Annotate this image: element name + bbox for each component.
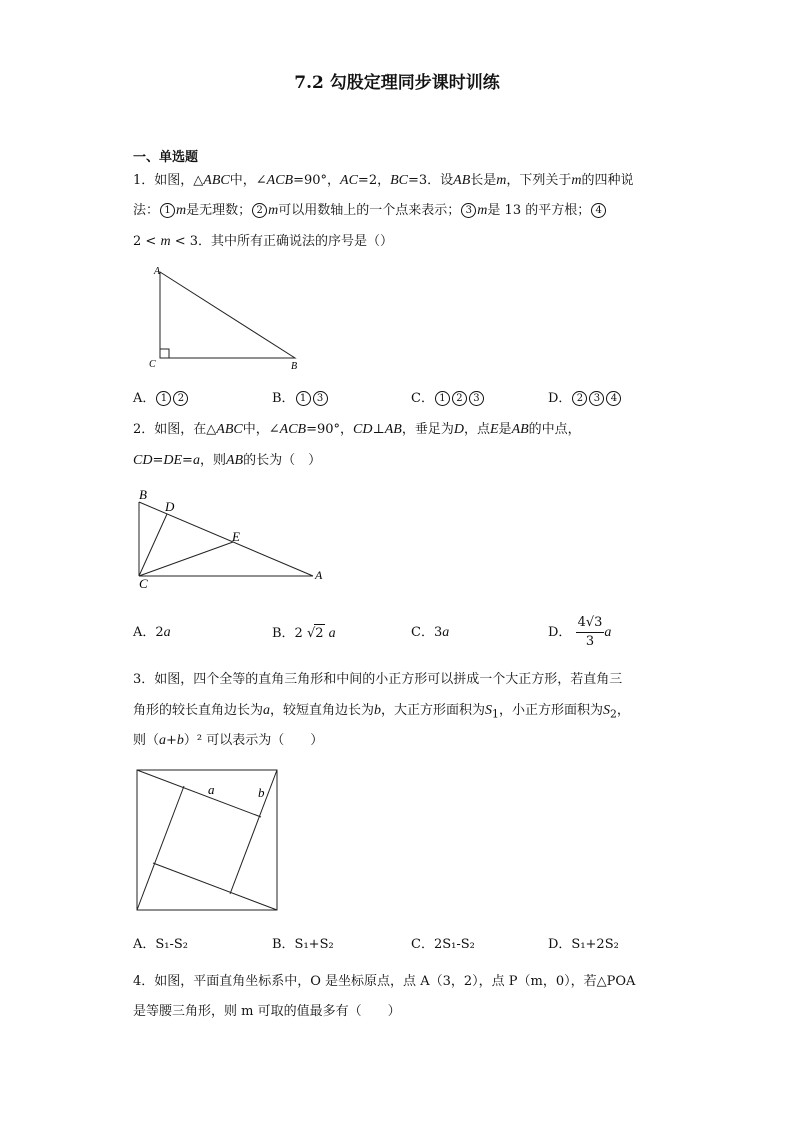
q3-line-2: 角形的较长直角边长为a，较短直角边长为b，大正方形面积为$S_1$，小正方形面积为$S_2$， (133, 703, 630, 721)
q4-line-1: 4．如图，平面直角坐标系中，O 是坐标原点，点 A（3，2），点 P（m，0），若△POA (133, 974, 636, 989)
q2-option-a[interactable]: A．2a (133, 625, 171, 640)
q1-option-c[interactable]: C． 1 2 3 (411, 390, 485, 408)
q2-line-2: CD=DE=a，则AB的长为（ ） (133, 453, 322, 468)
q3-option-d[interactable]: D．S₁+2S₂ (548, 937, 619, 952)
q2-triangle-figure (130, 484, 335, 592)
q2-option-d[interactable]: D． $\frac{4√3}{3}$ a (548, 615, 612, 649)
q1-option-a[interactable]: A． 1 2 (133, 390, 189, 408)
q2-option-c[interactable]: C．3a (411, 625, 450, 640)
q2-label-A: A (315, 568, 323, 582)
q2-label-D: D (165, 499, 175, 514)
q1-label-A: A (154, 266, 161, 277)
q3-option-a[interactable]: A．S₁-S₂ (133, 937, 189, 952)
q1-line-2: 法： 1 m是无理数； 2 m可以用数轴上的一个点来表示； 3 m是 13 的平方根； 4 (133, 202, 607, 220)
q1-line-1: 1．如图，△ABC中，∠ACB=90°，AC=2，BC=3．设AB长是m，下列关于m的四种说 (133, 173, 634, 188)
q1-label-C: C (149, 359, 156, 370)
q2-line-1: 2．如图，在△ABC中，∠ACB=90°，CD⊥AB，垂足为D，点E是AB的中点， (133, 422, 581, 437)
page-title: 7.2 勾股定理同步课时训练 (294, 73, 500, 93)
q1-triangle-figure (145, 262, 315, 374)
q2-option-b[interactable]: B．2 √2 a (272, 626, 336, 641)
q2-label-E: E (232, 529, 240, 544)
section-heading: 一、单选题 (133, 150, 199, 165)
q3-option-c[interactable]: C．2S₁-S₂ (411, 937, 475, 952)
q1-line-3: 2 < m < 3．其中所有正确说法的序号是（） (133, 234, 393, 249)
q3-line-3: 则（a+b）² 可以表示为（ ） (133, 733, 324, 748)
q3-line-1: 3．如图，四个全等的直角三角形和中间的小正方形可以拼成一个大正方形，若直角三 (133, 672, 623, 687)
q3-option-b[interactable]: B．S₁+S₂ (272, 937, 334, 952)
q4-line-2: 是等腰三角形，则 m 可取的值最多有（ ） (133, 1004, 401, 1019)
q1-option-d[interactable]: D． 2 3 4 (548, 390, 622, 408)
q1-label-B: B (291, 361, 298, 372)
q2-label-C: C (139, 576, 148, 591)
q3-square-figure (136, 769, 279, 912)
q3-label-a: a (208, 782, 215, 797)
q3-label-b: b (258, 785, 265, 800)
q2-label-B: B (139, 487, 147, 502)
q1-option-b[interactable]: B． 1 3 (272, 390, 329, 408)
